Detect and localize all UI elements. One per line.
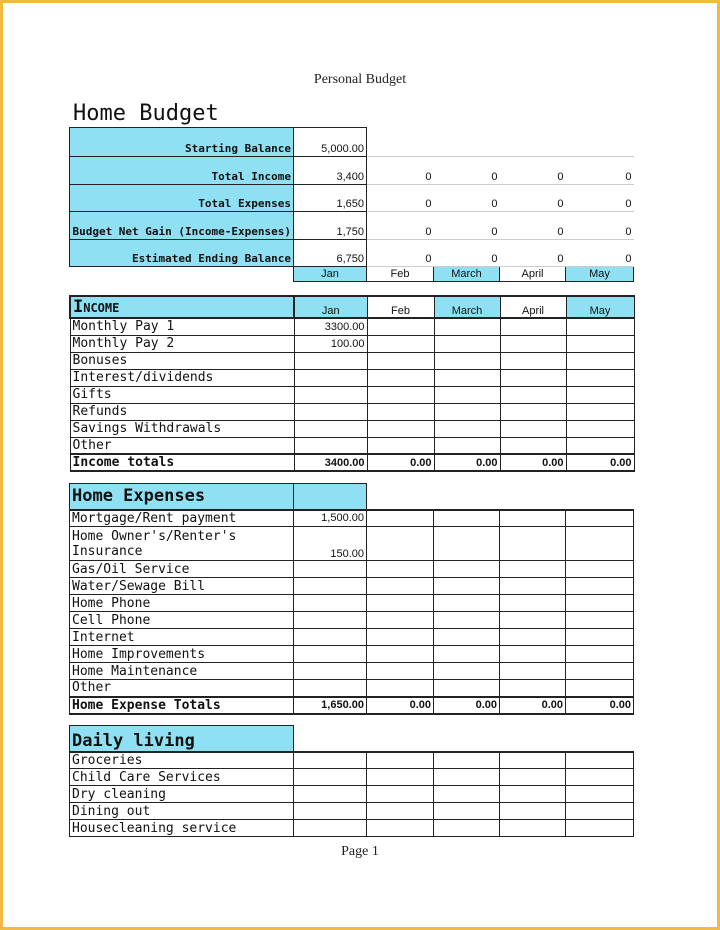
daily-row: [70, 820, 634, 837]
month-label: April: [500, 267, 566, 282]
expense-value: 150.00: [294, 527, 367, 561]
daily-value: [294, 752, 367, 769]
summary-label: Budget Net Gain (Income-Expenses): [70, 212, 294, 240]
expense-value: [367, 646, 434, 663]
expense-label: Home Phone: [70, 595, 294, 612]
income-value: [434, 335, 500, 352]
income-row: [70, 335, 634, 352]
summary-spacer: [70, 267, 294, 282]
income-value: [434, 318, 500, 335]
daily-label: Housecleaning service: [70, 820, 294, 837]
income-label: Monthly Pay 1: [70, 318, 294, 335]
expense-row: [70, 527, 634, 561]
expense-value: [367, 595, 434, 612]
expense-row: [70, 612, 634, 629]
summary-value: 0: [566, 240, 634, 267]
expense-label: Mortgage/Rent payment: [70, 510, 294, 527]
income-value: [566, 318, 634, 335]
expense-value: [367, 578, 434, 595]
expense-value: [434, 629, 500, 646]
daily-label: Dining out: [70, 803, 294, 820]
summary-row: [70, 240, 634, 267]
income-row: [70, 437, 634, 454]
daily-row: [70, 769, 634, 786]
expense-label: Gas/Oil Service: [70, 561, 294, 578]
daily-value: [500, 752, 566, 769]
income-value: [434, 386, 500, 403]
expense-value: [367, 561, 434, 578]
income-value: [367, 437, 434, 454]
income-value: [434, 420, 500, 437]
summary-value: 0: [566, 212, 634, 240]
daily-value: [566, 803, 634, 820]
summary-value: 0: [566, 185, 634, 212]
expense-row: [70, 561, 634, 578]
daily-value: [434, 803, 500, 820]
daily-value: [294, 803, 367, 820]
income-row: [70, 318, 634, 335]
income-value: [294, 437, 367, 454]
income-value: [500, 403, 566, 420]
expense-value: [566, 595, 634, 612]
expense-value: [434, 527, 500, 561]
summary-row: [70, 128, 634, 157]
income-value: [434, 403, 500, 420]
income-label: Interest/dividends: [70, 369, 294, 386]
income-value: [294, 420, 367, 437]
expense-value: [566, 629, 634, 646]
expense-value: [367, 680, 434, 697]
month-header: March: [434, 296, 500, 318]
month-label: May: [566, 267, 634, 282]
summary-label: Total Expenses: [70, 185, 294, 212]
expense-label: Water/Sewage Bill: [70, 578, 294, 595]
month-header: May: [566, 296, 634, 318]
daily-header-empty: [434, 726, 500, 752]
summary-row: [70, 185, 634, 212]
income-value: [566, 335, 634, 352]
daily-value: [566, 786, 634, 803]
income-value: 100.00: [294, 335, 367, 352]
daily-row: [70, 752, 634, 769]
summary-value: 0: [566, 157, 634, 185]
summary-value: 0: [434, 240, 500, 267]
income-value: [566, 420, 634, 437]
expense-label: Home Maintenance: [70, 663, 294, 680]
summary-row: [70, 212, 634, 240]
income-value: [500, 437, 566, 454]
summary-label: Total Income: [70, 157, 294, 185]
income-total-value: 0.00: [434, 454, 500, 471]
income-label: Refunds: [70, 403, 294, 420]
income-value: [434, 369, 500, 386]
income-value: [367, 352, 434, 369]
income-value: [500, 318, 566, 335]
expense-value: [500, 629, 566, 646]
income-value: [434, 437, 500, 454]
income-total-value: 0.00: [566, 454, 634, 471]
expense-value: [566, 578, 634, 595]
daily-row: [70, 803, 634, 820]
month-label: March: [434, 267, 500, 282]
daily-value: [294, 786, 367, 803]
income-value: [367, 318, 434, 335]
expense-value: [500, 663, 566, 680]
expense-value: [566, 612, 634, 629]
expense-value: [500, 680, 566, 697]
daily-value: [500, 786, 566, 803]
income-value: [500, 420, 566, 437]
expenses-header-empty: [367, 484, 434, 510]
expense-value: [500, 578, 566, 595]
daily-header-empty: [294, 726, 367, 752]
daily-row: [70, 786, 634, 803]
summary-value: 0: [367, 157, 434, 185]
summary-month-row: [70, 267, 634, 282]
income-value: [566, 437, 634, 454]
income-total-value: 0.00: [367, 454, 434, 471]
daily-value: [367, 752, 434, 769]
income-value: [367, 369, 434, 386]
income-value: [367, 386, 434, 403]
expense-total-row: [70, 697, 634, 714]
income-row: [70, 352, 634, 369]
expenses-section-title: Home Expenses: [70, 484, 294, 510]
expenses-header-empty: [566, 484, 634, 510]
summary-value: 0: [500, 157, 566, 185]
income-row: [70, 369, 634, 386]
income-label: Other: [70, 437, 294, 454]
summary-value: 0: [434, 212, 500, 240]
expense-total-label: Home Expense Totals: [70, 697, 294, 714]
income-value: [434, 352, 500, 369]
expense-value: [434, 595, 500, 612]
expense-value: [434, 612, 500, 629]
summary-value: [434, 128, 500, 157]
daily-label: Dry cleaning: [70, 786, 294, 803]
expense-value: [566, 680, 634, 697]
income-row: [70, 403, 634, 420]
daily-living-table: [69, 725, 634, 837]
daily-label: Groceries: [70, 752, 294, 769]
income-value: [566, 352, 634, 369]
daily-value: [434, 786, 500, 803]
expense-value: [434, 510, 500, 527]
income-value: 3300.00: [294, 318, 367, 335]
expense-value: [367, 612, 434, 629]
summary-value: 0: [434, 157, 500, 185]
income-table: [69, 295, 635, 472]
summary-value: 0: [367, 185, 434, 212]
daily-value: [500, 769, 566, 786]
expense-value: [500, 595, 566, 612]
expense-value: [367, 527, 434, 561]
summary-value: 1,650: [294, 185, 367, 212]
expense-value: [367, 510, 434, 527]
expense-value: [500, 510, 566, 527]
expense-total-value: 0.00: [434, 697, 500, 714]
expense-total-value: 1,650.00: [294, 697, 367, 714]
expense-label: Cell Phone: [70, 612, 294, 629]
expense-value: [500, 561, 566, 578]
summary-value: 1,750: [294, 212, 367, 240]
expense-value: [500, 612, 566, 629]
income-label: Savings Withdrawals: [70, 420, 294, 437]
expense-value: [294, 680, 367, 697]
daily-value: [434, 820, 500, 837]
expense-label: Internet: [70, 629, 294, 646]
income-section-title: Income: [70, 296, 294, 318]
income-value: [294, 386, 367, 403]
expense-label: Home Owner's/Renter's Insurance: [70, 527, 294, 561]
summary-row: [70, 157, 634, 185]
summary-value: 0: [500, 240, 566, 267]
home-expenses-table: [69, 483, 634, 715]
expense-label: Home Improvements: [70, 646, 294, 663]
expense-value: [294, 612, 367, 629]
page-title: Home Budget: [73, 101, 219, 126]
expenses-header-empty: [500, 484, 566, 510]
expense-value: [294, 629, 367, 646]
income-value: [566, 403, 634, 420]
expense-value: [434, 646, 500, 663]
summary-value: 0: [367, 212, 434, 240]
summary-label: Estimated Ending Balance: [70, 240, 294, 267]
summary-value: 5,000.00: [294, 128, 367, 157]
daily-header-row: [70, 726, 634, 752]
expense-value: [294, 646, 367, 663]
summary-value: 0: [434, 185, 500, 212]
expense-value: [434, 561, 500, 578]
expenses-header-row: [70, 484, 634, 510]
expense-row: [70, 595, 634, 612]
daily-value: [294, 820, 367, 837]
page-header: Personal Budget: [313, 72, 407, 87]
expense-value: [566, 663, 634, 680]
income-value: [500, 352, 566, 369]
income-value: [367, 420, 434, 437]
summary-table: [69, 127, 634, 282]
daily-header-empty: [566, 726, 634, 752]
income-value: [500, 369, 566, 386]
income-value: [367, 403, 434, 420]
month-header: Feb: [367, 296, 434, 318]
daily-value: [500, 820, 566, 837]
expense-value: [434, 680, 500, 697]
daily-value: [434, 769, 500, 786]
income-total-row: [70, 454, 634, 471]
daily-value: [367, 820, 434, 837]
expense-value: [566, 527, 634, 561]
summary-value: 0: [500, 212, 566, 240]
expense-value: [294, 561, 367, 578]
income-value: [294, 403, 367, 420]
income-row: [70, 386, 634, 403]
summary-value: [566, 128, 634, 157]
daily-value: [294, 769, 367, 786]
expense-value: [294, 663, 367, 680]
daily-value: [566, 820, 634, 837]
daily-label: Child Care Services: [70, 769, 294, 786]
expense-value: [294, 578, 367, 595]
summary-value: 6,750: [294, 240, 367, 267]
income-value: [500, 335, 566, 352]
income-value: [566, 386, 634, 403]
expense-row: [70, 578, 634, 595]
income-value: [566, 369, 634, 386]
expense-row: [70, 663, 634, 680]
summary-label: Starting Balance: [70, 128, 294, 157]
daily-section-title: Daily living: [70, 726, 294, 752]
income-total-value: 3400.00: [294, 454, 367, 471]
expense-value: [566, 646, 634, 663]
income-value: [294, 369, 367, 386]
month-header: April: [500, 296, 566, 318]
expense-total-value: 0.00: [500, 697, 566, 714]
expense-total-value: 0.00: [566, 697, 634, 714]
income-value: [294, 352, 367, 369]
summary-value: 0: [367, 240, 434, 267]
daily-value: [367, 769, 434, 786]
income-header-row: [70, 296, 634, 318]
income-row: [70, 420, 634, 437]
income-value: [500, 386, 566, 403]
expense-value: [367, 663, 434, 680]
daily-value: [367, 803, 434, 820]
income-label: Bonuses: [70, 352, 294, 369]
expense-value: [500, 646, 566, 663]
income-total-label: Income totals: [70, 454, 294, 471]
summary-value: 3,400: [294, 157, 367, 185]
budget-page: [3, 3, 717, 927]
income-total-value: 0.00: [500, 454, 566, 471]
daily-header-empty: [500, 726, 566, 752]
expense-total-value: 0.00: [367, 697, 434, 714]
expense-label: Other: [70, 680, 294, 697]
page-footer: Page 1: [341, 844, 379, 859]
expense-row: [70, 629, 634, 646]
daily-value: [566, 769, 634, 786]
month-label: Jan: [294, 267, 367, 282]
income-label: Monthly Pay 2: [70, 335, 294, 352]
summary-value: [500, 128, 566, 157]
summary-value: [367, 128, 434, 157]
income-label: Gifts: [70, 386, 294, 403]
expense-value: [434, 663, 500, 680]
income-value: [367, 335, 434, 352]
expense-row: [70, 646, 634, 663]
daily-value: [566, 752, 634, 769]
expense-value: [434, 578, 500, 595]
expenses-header-empty: [434, 484, 500, 510]
expense-value: [566, 561, 634, 578]
expense-value: [367, 629, 434, 646]
month-label: Feb: [367, 267, 434, 282]
expenses-header-fill: [294, 484, 367, 510]
expense-value: [294, 595, 367, 612]
daily-header-empty: [367, 726, 434, 752]
daily-value: [500, 803, 566, 820]
expense-value: [566, 510, 634, 527]
expense-row: [70, 680, 634, 697]
expense-row: [70, 510, 634, 527]
month-header: Jan: [294, 296, 367, 318]
daily-value: [434, 752, 500, 769]
summary-value: 0: [500, 185, 566, 212]
expense-value: 1,500.00: [294, 510, 367, 527]
daily-value: [367, 786, 434, 803]
expense-value: [500, 527, 566, 561]
